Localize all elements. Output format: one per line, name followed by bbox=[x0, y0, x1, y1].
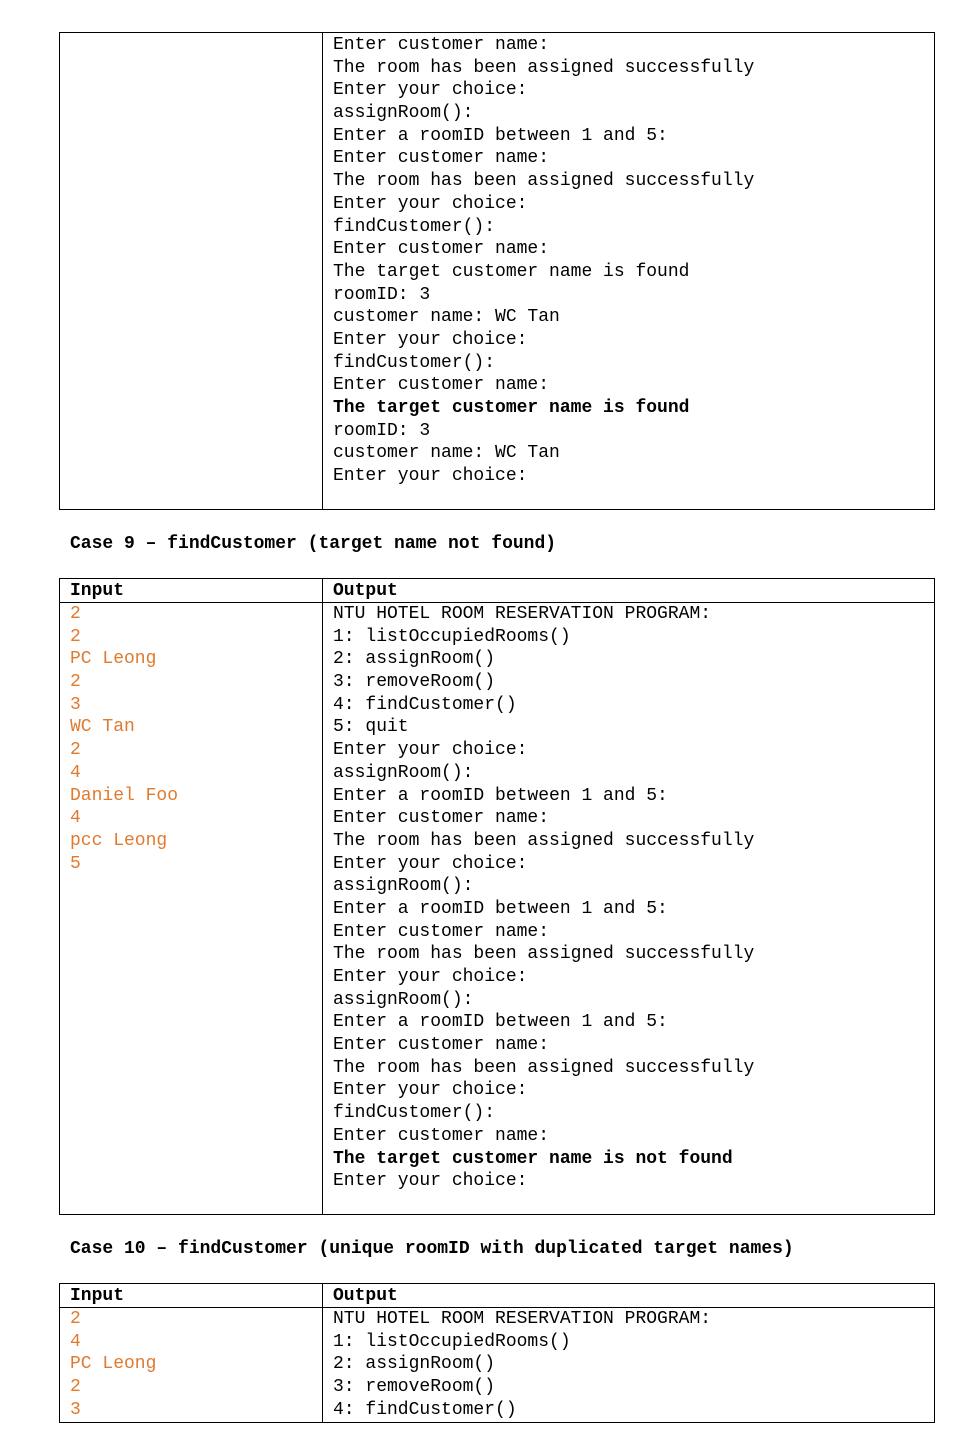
output-line: Enter your choice: bbox=[333, 1080, 528, 1101]
output-line: assignRoom(): bbox=[333, 876, 474, 897]
input-line: PC Leong bbox=[70, 649, 157, 670]
input-line: 4 bbox=[70, 808, 81, 829]
output-line: The target customer name is found bbox=[333, 398, 690, 418]
output-line: The target customer name is found bbox=[333, 261, 690, 282]
output-line: 2: assignRoom() bbox=[333, 1354, 496, 1375]
output-line: Enter your choice: bbox=[333, 967, 528, 987]
input-line: 3 bbox=[70, 694, 81, 715]
table-case9 bbox=[59, 578, 935, 1215]
output-line: Enter customer name: bbox=[333, 148, 550, 169]
input-line: pcc Leong bbox=[70, 830, 168, 851]
output-line: assignRoom(): bbox=[333, 762, 474, 783]
output-line: 4: findCustomer() bbox=[333, 1399, 517, 1420]
input-column bbox=[60, 1284, 323, 1422]
input-line: 4 bbox=[70, 762, 81, 783]
output-line: Enter customer name: bbox=[333, 35, 550, 55]
input-line: PC Leong bbox=[70, 1354, 157, 1375]
output-line: Enter a roomID between 1 and 5: bbox=[333, 1012, 668, 1033]
input-line: 2 bbox=[70, 1377, 81, 1398]
output-column bbox=[323, 33, 934, 509]
input-line: 4 bbox=[70, 1331, 81, 1352]
table-case10 bbox=[59, 1283, 935, 1423]
output-line: Enter your choice: bbox=[333, 466, 528, 487]
output-line: Enter customer name: bbox=[333, 375, 550, 396]
output-line: findCustomer(): bbox=[333, 1103, 496, 1124]
output-line: assignRoom(): bbox=[333, 103, 474, 124]
output-line: The room has been assigned successfully bbox=[333, 944, 755, 965]
input-lines bbox=[70, 1308, 156, 1421]
output-line: Enter your choice: bbox=[333, 329, 528, 350]
output-line: Enter your choice: bbox=[333, 1171, 528, 1192]
output-lines bbox=[333, 34, 754, 488]
output-line: The target customer name is not found bbox=[333, 1148, 733, 1169]
output-line: Enter customer name: bbox=[333, 1035, 550, 1056]
output-column bbox=[323, 579, 934, 1214]
output-line: Enter your choice: bbox=[333, 740, 528, 761]
case10-title: Case 10 – findCustomer (unique roomID with duplicated target names) bbox=[70, 1239, 794, 1259]
output-line: Enter customer name: bbox=[333, 239, 550, 260]
output-line: customer name: WC Tan bbox=[333, 307, 560, 328]
output-line: 3: removeRoom() bbox=[333, 1377, 496, 1398]
output-line: findCustomer(): bbox=[333, 352, 496, 373]
output-line: 1: listOccupiedRooms() bbox=[333, 626, 571, 647]
output-line: Enter your choice: bbox=[333, 80, 528, 101]
output-line: Enter customer name: bbox=[333, 808, 550, 829]
output-line: Enter a roomID between 1 and 5: bbox=[333, 785, 668, 806]
input-line: 2 bbox=[70, 626, 81, 647]
output-line: Enter a roomID between 1 and 5: bbox=[333, 898, 668, 919]
input-line: 2 bbox=[70, 1309, 81, 1329]
input-line: 3 bbox=[70, 1399, 81, 1420]
input-line: Daniel Foo bbox=[70, 785, 179, 806]
output-header: Output bbox=[333, 1286, 398, 1306]
input-column bbox=[60, 33, 323, 509]
output-line: 1: listOccupiedRooms() bbox=[333, 1331, 571, 1352]
output-line: The room has been assigned successfully bbox=[333, 57, 755, 78]
input-column bbox=[60, 579, 323, 1214]
output-line: NTU HOTEL ROOM RESERVATION PROGRAM: bbox=[333, 604, 712, 624]
output-line: 4: findCustomer() bbox=[333, 694, 517, 715]
output-line: The room has been assigned successfully bbox=[333, 171, 755, 192]
output-line: The room has been assigned successfully bbox=[333, 1057, 755, 1078]
output-line: assignRoom(): bbox=[333, 989, 474, 1010]
output-column bbox=[323, 1284, 934, 1422]
output-line: 3: removeRoom() bbox=[333, 672, 496, 693]
input-lines bbox=[70, 603, 178, 875]
output-line: roomID: 3 bbox=[333, 284, 431, 305]
table-case8-continued bbox=[59, 32, 935, 510]
output-line: Enter your choice: bbox=[333, 193, 528, 214]
input-line: 2 bbox=[70, 604, 81, 624]
input-header: Input bbox=[70, 581, 125, 601]
output-line: 5: quit bbox=[333, 717, 409, 738]
output-line: 2: assignRoom() bbox=[333, 649, 496, 670]
output-line: NTU HOTEL ROOM RESERVATION PROGRAM: bbox=[333, 1309, 712, 1329]
output-line: Enter a roomID between 1 and 5: bbox=[333, 125, 668, 146]
output-lines bbox=[333, 1308, 711, 1421]
output-line: findCustomer(): bbox=[333, 216, 496, 237]
output-line: Enter customer name: bbox=[333, 1125, 550, 1146]
output-line: customer name: WC Tan bbox=[333, 443, 560, 464]
input-line: WC Tan bbox=[70, 717, 135, 738]
input-line: 2 bbox=[70, 672, 81, 693]
input-line: 5 bbox=[70, 853, 81, 874]
output-line: The room has been assigned successfully bbox=[333, 830, 755, 851]
case9-title: Case 9 – findCustomer (target name not found) bbox=[70, 534, 557, 554]
output-line: Enter your choice: bbox=[333, 853, 528, 874]
output-line: Enter customer name: bbox=[333, 921, 550, 942]
output-header: Output bbox=[333, 581, 398, 601]
output-line: roomID: 3 bbox=[333, 420, 431, 441]
input-header: Input bbox=[70, 1286, 125, 1306]
input-line: 2 bbox=[70, 740, 81, 761]
output-lines bbox=[333, 603, 754, 1193]
